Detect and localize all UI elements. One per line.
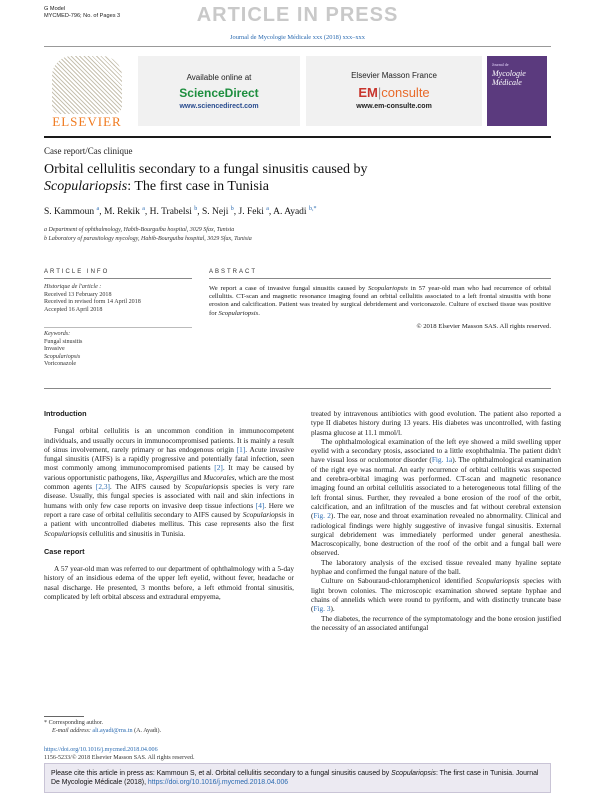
author-list: S. Kammoun $^a$, M. Rekik $^a$, H. Trabelsi $^b$, S. Neji $^b$, J. Feki $^a$, A. Ayadi $^{b,*}$ [44,206,317,218]
keyword: Voriconazole [44,361,77,368]
article-info-rule [44,278,192,279]
affiliation-a: a Department of ophthalmology, Habib-Bourguiba hospital, 3029 Sfax, Tunisia [44,227,235,233]
journal-cover-thumbnail[interactable] [487,56,547,126]
citation-box: Please cite this article in press as: Kammoun S, et al. Orbital cellulitis secondary to a fungal sinusitis caused by Scopulariopsis: The first case in Tunisia. Journal De Mycologie Médicale (2018), https://doi.org/10.1016/j.mycmed.2018.04.006 [44,763,551,793]
introduction-heading: Introduction [44,409,87,418]
article-type: Case report/Cas clinique [44,146,133,156]
history-revised: Received in revised form 14 April 2018 [44,299,141,306]
keyword: Scopulariopsis [44,353,81,360]
ref-link[interactable]: [2] [214,463,223,473]
em-logo-sep: | [377,85,382,100]
cover-title: Mycologie Médicale [492,69,526,87]
ref-link[interactable]: [4] [255,500,265,510]
citation-doi-link[interactable]: https://doi.org/10.1016/j.mycmed.2018.04.006 [147,779,289,786]
case-report-heading: Case report [44,546,85,556]
doi-block [44,747,194,763]
article-in-press-banner: ARTICLE IN PRESS [196,4,399,26]
article-history [44,284,194,314]
keyword: Invasive [44,346,65,353]
author[interactable]: A. Ayadi $^{b,*}$ [273,206,317,218]
affiliation-b: b Laboratory of parasitology mycology, Habib-Bourguiba hospital, 3029 Sfax, Tunisia [44,236,252,242]
title-genus: Scopulariopsis [44,179,128,194]
body-left-column [44,409,294,601]
article-info-heading: ARTICLE INFO [44,269,110,275]
sciencedirect-panel[interactable] [138,56,300,126]
author[interactable]: H. Trabelsi $^b$ [149,206,198,218]
author[interactable]: S. Neji $^b$ [201,206,234,218]
ref-link[interactable]: [2,3] [95,482,110,492]
figure-link[interactable]: Fig. 3 [313,604,331,614]
elsevier-logo[interactable] [42,56,132,130]
figure-link[interactable]: Fig. 1a [431,455,453,465]
keywords-rule [44,327,192,328]
article-title [44,161,464,195]
sd-available-text: Available online at [186,73,252,82]
abstract-copyright: © 2018 Elsevier Masson SAS. All rights reserved. [416,323,551,330]
sciencedirect-logo: ScienceDirect [179,86,259,100]
em-consulte-url[interactable]: www.em-consulte.com [356,103,432,110]
treatment-paragraph: The diabetes, the recurrence of the symptomatology and the bone erosion justified the necessity of an associated antifungal [311,613,561,632]
keywords [44,331,194,369]
author[interactable]: S. Kammoun $^a$ [44,206,100,218]
body-divider [44,388,551,389]
consulte-logo-part: consulte [381,85,430,100]
culture-paragraph: Culture on Sabouraud-chloramphenicol identified Scopulariopsis species with light brown colonies. The microscopic examination showed septate hyphae and chains of annelids which were round to pyriform, and with distinctly truncate base (Fig. 3). [311,576,561,614]
ref-link[interactable]: [1] [236,444,246,454]
case-paragraph: A 57 year-old man was referred to our department of ophthalmology with a 5-day history of an insidious edema of the upper left eyelid, without fever, headache or nasal discharge. He presented, 3 months before, a left ethmoid frontal sinusitis, complicated by left orbital abscess and extradural empyema, [44,564,294,602]
history-label: Historique de l'article : [44,284,102,290]
title-part-2: : The first case in Tunisia [127,179,269,194]
keywords-label: Keywords: [44,331,71,337]
history-accepted: Accepted 16 April 2018 [44,306,103,313]
issn-copyright: 1156-5233/© 2018 Elsevier Masson SAS. All rights reserved. [44,754,195,761]
elsevier-tree-icon [52,56,122,114]
title-part-1: Orbital cellulitis secondary to a fungal sinusitis caused by [44,162,368,177]
keyword: Fungal sinusitis [44,338,83,345]
exam-paragraph: The ophthalmological examination of the left eye showed a mild swelling upper eyelid with a secondary ptosis, associated to a little exophthalmia. The patient didn't have visual loss or oculomotor disorder (Fig. 1a). The ophthalmological examination of the right eye was normal. An early recurrence of orbital cellulitis was suspected and cerebra-orbital imaging was performed. CT-scan and magnetic resonance imaging found an orbital cellulitis associated to a heterogeneous total filling of the left frontal sinus. Further, they revealed a bone erosion of the roof of the orbit, calcification, and an infiltration of the muscles and fat without cerebral extension (Fig. 2). The ear, nose and throat examination revealed no abnormality. Clinical and radiological findings were highly suggestive of invasive fungal sinusitis. External surgical debridement was immediately performed under general anesthesia. Macroscopically, bone destruction of the roof of the orbit and a fungal ball were observed. [311,436,562,558]
figure-link[interactable]: Fig. 2 [313,511,331,521]
corresponding-author-note: * Corresponding author. E-mail address: ali.ayadi@rns.tn (A. Ayadi). [44,720,162,734]
em-consulte-logo [306,85,482,100]
sciencedirect-url[interactable]: www.sciencedirect.com [179,103,259,110]
masthead-divider [44,136,551,138]
lab-paragraph: The laboratory analysis of the excised tissue revealed many hyaline septate hyphae and confirmed the fungal nature of the ball. [311,557,561,577]
history-received: Received 13 February 2018 [44,291,112,298]
cover-small-text: Journal de [492,62,509,67]
author[interactable]: J. Feki $^a$ [238,206,269,218]
corresponding-author-label: * Corresponding author. [44,720,104,726]
gmodel-label: G Model [44,6,66,12]
em-logo-part: EM [358,85,378,100]
header-divider [44,46,551,47]
author-email-link[interactable]: ali.ayadi@rns.tn [92,727,133,734]
em-publisher-title: Elsevier Masson France [351,71,437,80]
footnote-rule [44,716,84,717]
case-continued-paragraph: treated by intravenous antibiotics with good evolution. The patient also reported a type II diabetes history during 13 years. His diabetes was uncontrolled, with fasting plasma glucose at 11.1 mmol/l. [311,409,561,437]
intro-paragraph: Fungal orbital cellulitis is an uncommon condition in immunocompetent individuals, and usually occurs in immunocompromised patients. It is mainly a result of sinus involvement, rarely primary or has endogenous origin [1]. Acute invasive fungal sinusitis (AIFS) is a rapidly progressive and potentially fatal infection, seen most commonly among immunocompromised patients [2]. It may be caused by various opportunistic pathogens, like, Aspergillus and Mucorales, which are the most common agents [2,3]. The AIFS caused by Scopulariopsis species is very rare disease. Usually, this fungal species is associated with nail and skin infections in humans with only few case reports on invasive deep tissue infections [4]. Here we report a rare case of orbital cellulitis secondary to AIFS caused by Scopulariopsis in a patient with uncontrolled diabetes mellitus. This case represents also the first Scopulariopsis cellulitis and sinusitis in Tunisia. [44,426,294,538]
body-right-column [311,409,561,632]
abstract-rule [209,278,551,279]
abstract-heading: ABSTRACT [209,269,258,275]
doi-link[interactable]: https://doi.org/10.1016/j.mycmed.2018.04.006 [44,747,158,753]
em-consulte-panel[interactable] [306,56,482,126]
abstract-text: We report a case of invasive fungal sinusitis caused by Scopulariopsis in 57 year-old man who had recurrence of orbital cellulitis. CT-scan and magnetic resonance imaging found an orbital cellulitis associated to a left frontal sinusitis with bone erosion and calcification. Patient was treated by surgical debridement and voriconazole. Culture of excised tissue was positive for Scopulariopsis. [209,285,552,317]
article-code: MYCMED-796; No. of Pages 3 [44,13,121,19]
journal-citation-line[interactable]: Journal de Mycologie Médicale xxx (2018) xxx–xxx [230,34,365,41]
author[interactable]: M. Rekik $^a$ [103,206,145,218]
elsevier-wordmark: ELSEVIER [52,114,122,129]
